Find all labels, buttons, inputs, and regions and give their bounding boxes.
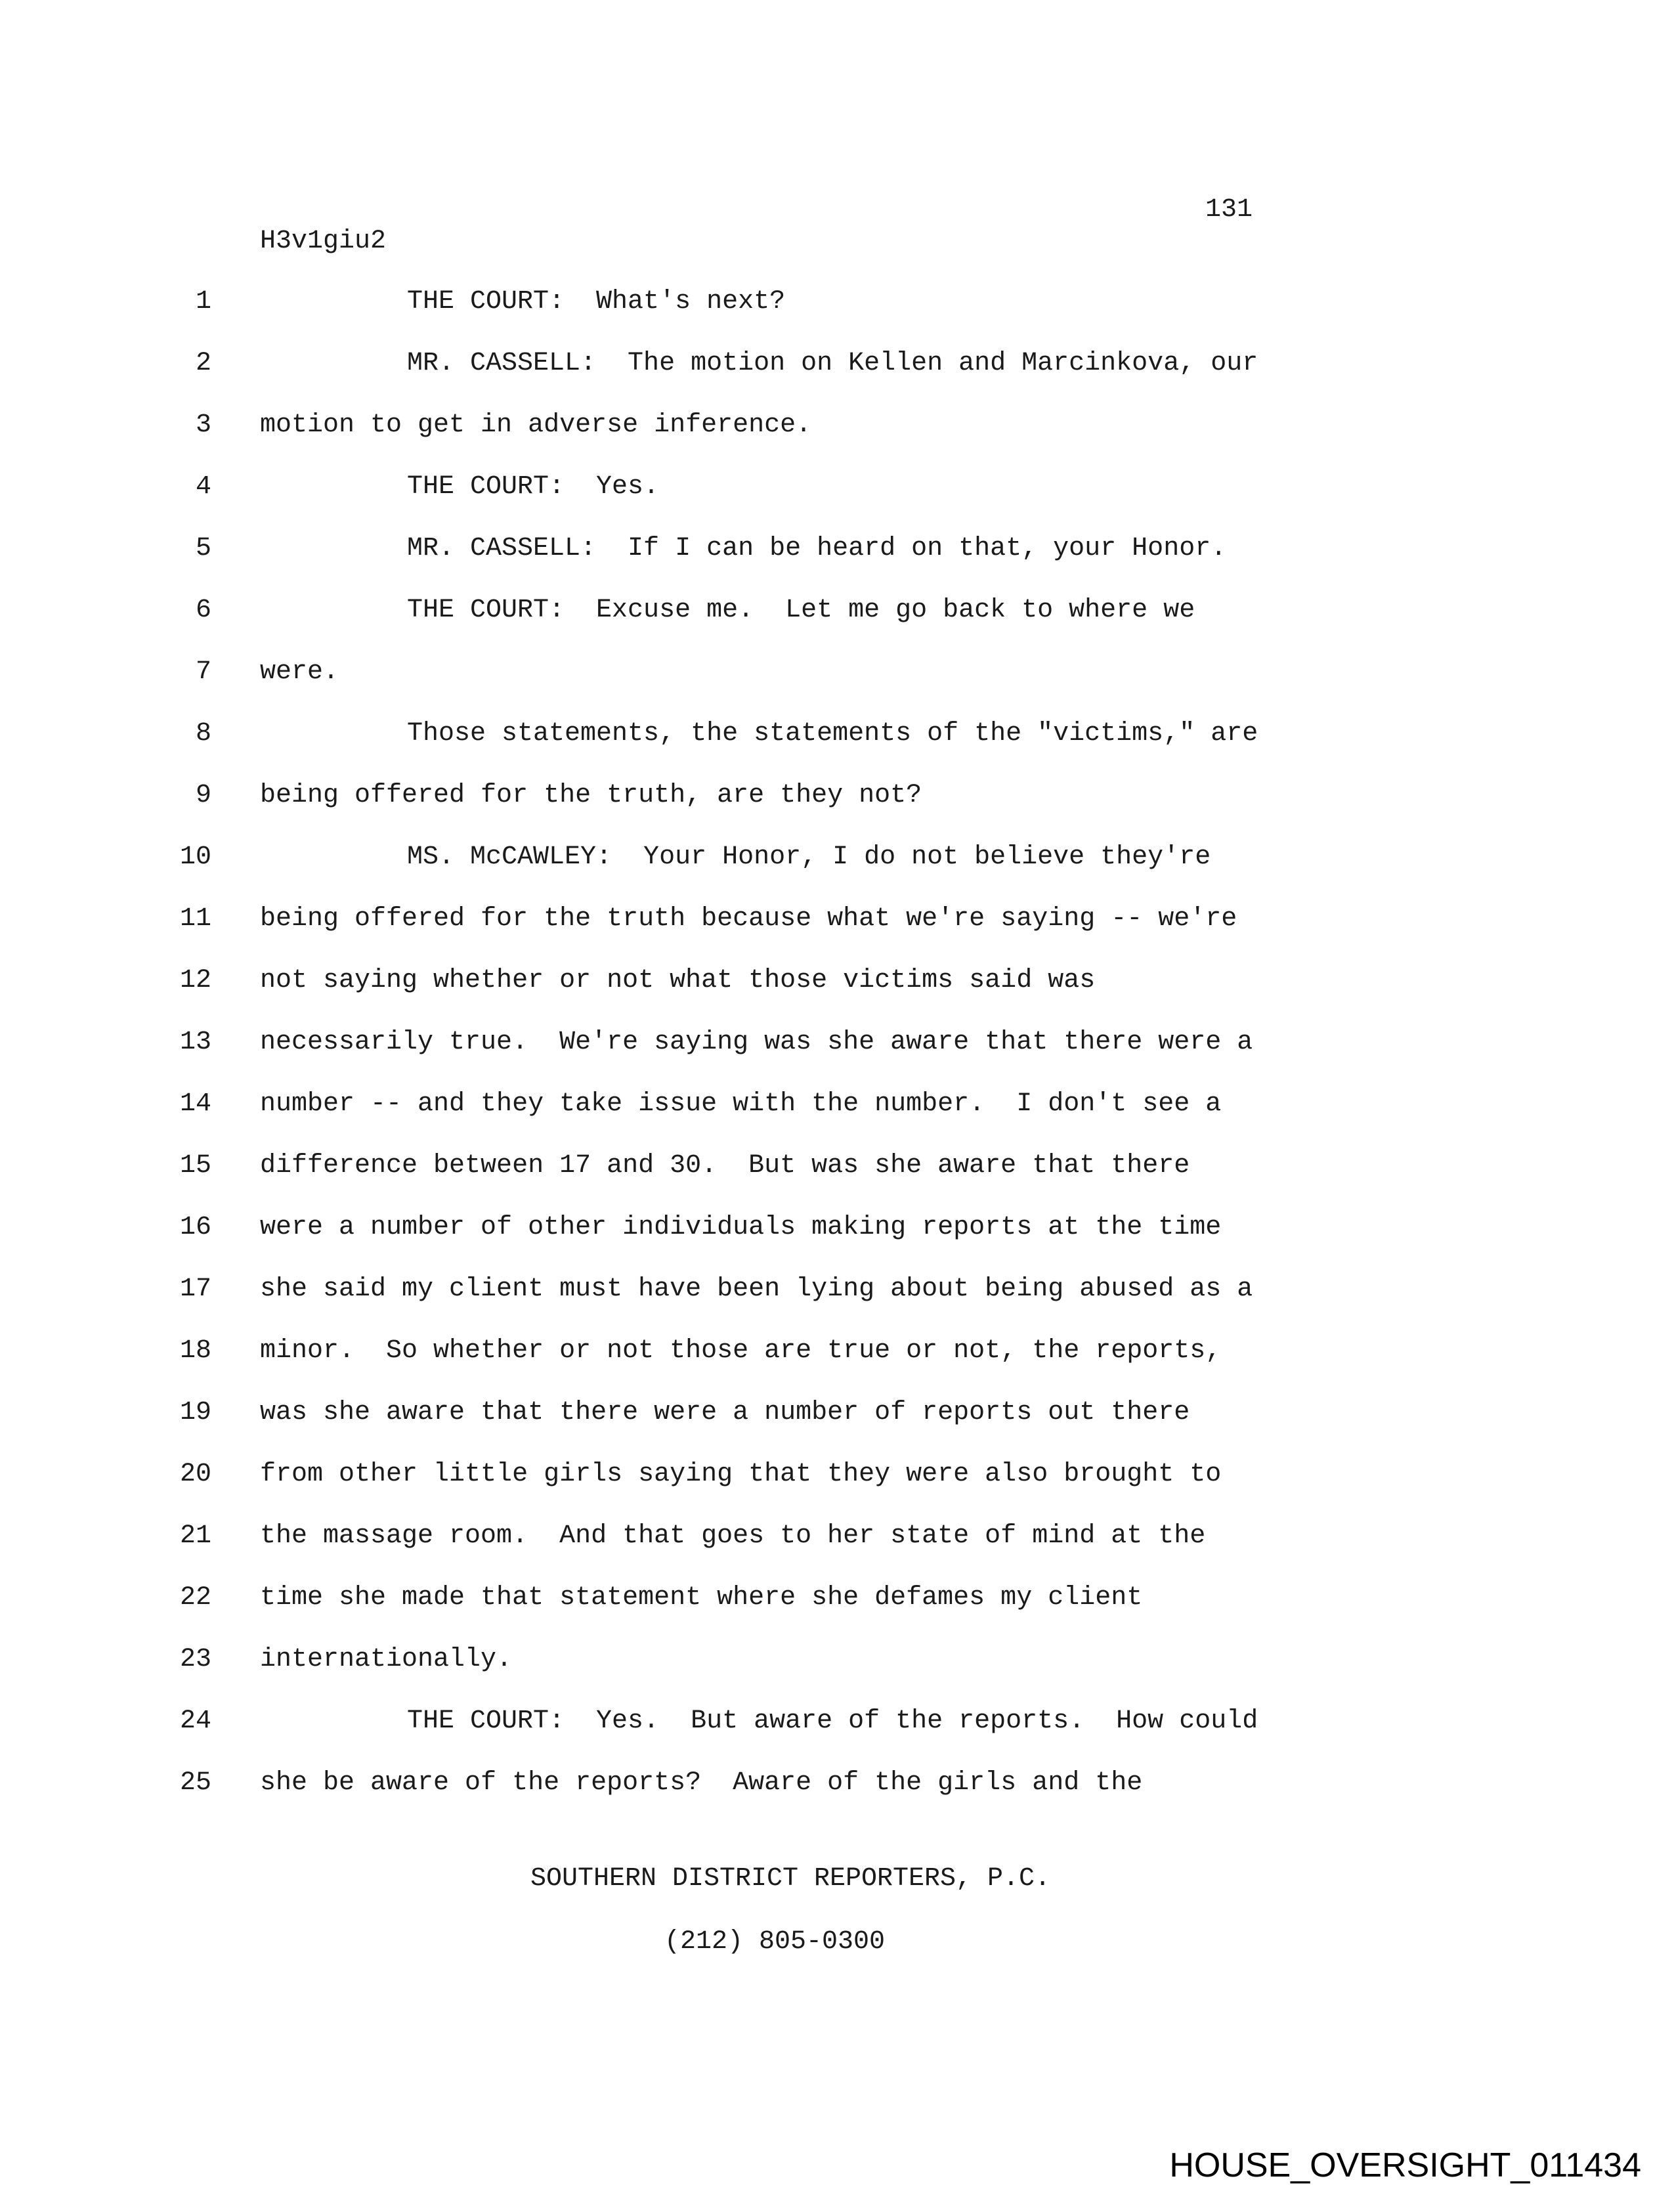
transcript-line	[0, 595, 1674, 657]
line-number: 5	[195, 534, 211, 563]
transcript-line	[0, 1150, 1674, 1212]
transcript-line	[0, 903, 1674, 965]
line-text: THE COURT: Excuse me. Let me go back to where we	[407, 596, 1195, 625]
line-number: 3	[195, 410, 211, 440]
transcript-line	[0, 1521, 1674, 1582]
transcript-line	[0, 1274, 1674, 1335]
line-number: 11	[179, 904, 211, 934]
line-number: 7	[195, 657, 211, 687]
line-text: the massage room. And that goes to her state of mind at the	[260, 1521, 1206, 1551]
transcript-line	[0, 410, 1674, 471]
line-number: 13	[179, 1028, 211, 1057]
line-number: 22	[179, 1583, 211, 1613]
line-text: she be aware of the reports? Aware of the girls and the	[260, 1768, 1143, 1798]
transcript-line	[0, 1397, 1674, 1459]
line-text: being offered for the truth because what we're saying -- we're	[260, 904, 1237, 934]
transcript-lines	[0, 286, 1674, 1829]
transcript-line	[0, 471, 1674, 533]
line-number: 6	[195, 596, 211, 625]
line-number: 18	[179, 1336, 211, 1366]
line-number: 25	[179, 1768, 211, 1798]
line-text: time she made that statement where she defames my client	[260, 1583, 1143, 1613]
transcript-line	[0, 718, 1674, 780]
line-text: MS. McCAWLEY: Your Honor, I do not believe they're	[407, 842, 1211, 872]
line-text: difference between 17 and 30. But was she aware that there	[260, 1151, 1190, 1181]
transcript-line	[0, 1459, 1674, 1521]
line-text: MR. CASSELL: If I can be heard on that, your Honor.	[407, 534, 1227, 563]
line-text: THE COURT: What's next?	[407, 287, 786, 316]
transcript-line	[0, 780, 1674, 842]
line-number: 23	[179, 1645, 211, 1674]
transcript-line	[0, 1706, 1674, 1767]
transcript-line	[0, 1089, 1674, 1150]
line-text: motion to get in adverse inference.	[260, 410, 812, 440]
line-number: 12	[179, 966, 211, 995]
line-number: 21	[179, 1521, 211, 1551]
line-text: were a number of other individuals making reports at the time	[260, 1213, 1222, 1242]
reporter-company: SOUTHERN DISTRICT REPORTERS, P.C.	[530, 1864, 1051, 1894]
document-header-code: H3v1giu2	[260, 227, 387, 256]
reporter-footer	[0, 1832, 1549, 1989]
transcript-line	[0, 1335, 1674, 1397]
line-number: 16	[179, 1213, 211, 1242]
transcript-line	[0, 1767, 1674, 1829]
line-number: 24	[179, 1706, 211, 1736]
line-text: not saying whether or not what those victims said was	[260, 966, 1096, 995]
bates-number: HOUSE_OVERSIGHT_011434	[1169, 2146, 1641, 2184]
line-text: internationally.	[260, 1645, 513, 1674]
line-number: 9	[195, 781, 211, 810]
transcript-line	[0, 1644, 1674, 1706]
transcript-line	[0, 1582, 1674, 1644]
transcript-line	[0, 1212, 1674, 1274]
line-text: THE COURT: Yes.	[407, 472, 660, 502]
transcript-line	[0, 348, 1674, 410]
line-text: THE COURT: Yes. But aware of the reports. How could	[407, 1706, 1258, 1736]
transcript-line	[0, 533, 1674, 595]
line-text: minor. So whether or not those are true or not, the reports,	[260, 1336, 1222, 1366]
line-text: from other little girls saying that they were also brought to	[260, 1460, 1222, 1489]
line-number: 17	[179, 1274, 211, 1304]
line-text: being offered for the truth, are they not?	[260, 781, 922, 810]
line-text: number -- and they take issue with the number. I don't see a	[260, 1089, 1222, 1119]
line-text: Those statements, the statements of the "victims," are	[407, 719, 1258, 748]
line-number: 4	[195, 472, 211, 502]
transcript-line	[0, 842, 1674, 903]
line-text: MR. CASSELL: The motion on Kellen and Marcinkova, our	[407, 349, 1258, 378]
line-number: 15	[179, 1151, 211, 1181]
page-number: 131	[1205, 195, 1253, 225]
line-number: 19	[179, 1398, 211, 1427]
line-number: 8	[195, 719, 211, 748]
transcript-line	[0, 965, 1674, 1027]
line-text: was she aware that there were a number of reports out there	[260, 1398, 1190, 1427]
transcript-line	[0, 286, 1674, 348]
line-number: 2	[195, 349, 211, 378]
transcript-line	[0, 657, 1674, 718]
line-text: she said my client must have been lying about being abused as a	[260, 1274, 1253, 1304]
transcript-line	[0, 1027, 1674, 1089]
line-text: necessarily true. We're saying was she aware that there were a	[260, 1028, 1253, 1057]
line-number: 1	[195, 287, 211, 316]
line-text: were.	[260, 657, 339, 687]
line-number: 14	[179, 1089, 211, 1119]
reporter-phone: (212) 805-0300	[664, 1927, 886, 1957]
line-number: 20	[179, 1460, 211, 1489]
line-number: 10	[179, 842, 211, 872]
